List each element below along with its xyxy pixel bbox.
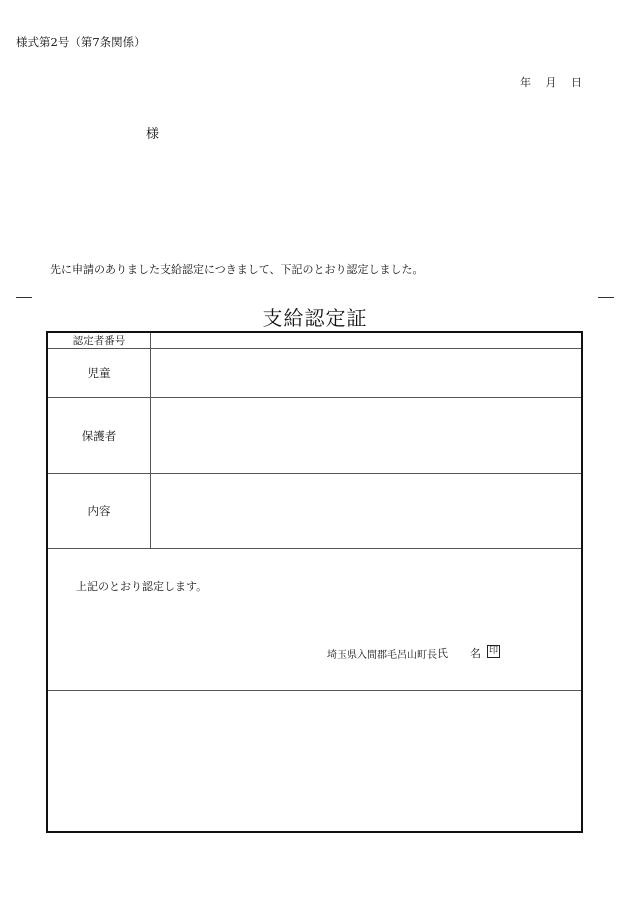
row-guardian xyxy=(48,398,581,474)
remarks-area[interactable] xyxy=(48,691,581,831)
date-line xyxy=(520,74,583,90)
child-field[interactable] xyxy=(151,349,581,397)
approval-text: 上記のとおり認定します。 xyxy=(76,580,208,593)
certificate-title: 支給認定証 xyxy=(262,306,368,330)
certificate-number-label: 認定者番号 xyxy=(48,333,151,348)
name-label-second: 名 xyxy=(470,647,481,660)
intro-text: 先に申請のありました支給認定につきまして、下記のとおり認定しました。 xyxy=(50,263,424,276)
content-field[interactable] xyxy=(151,474,581,548)
row-content xyxy=(48,474,581,549)
name-label xyxy=(437,645,481,661)
addressee-suffix: 様 xyxy=(146,127,160,142)
certificate-table xyxy=(46,331,583,833)
cut-mark-left xyxy=(16,297,32,298)
cut-mark-right xyxy=(598,297,614,298)
date-day-label: 日 xyxy=(571,76,583,89)
approval-section xyxy=(48,549,581,691)
date-year-label: 年 xyxy=(520,76,532,89)
row-certificate-number xyxy=(48,333,581,349)
name-label-first: 氏 xyxy=(437,647,448,660)
child-label: 児童 xyxy=(48,349,151,397)
seal-mark: 印 xyxy=(488,646,498,656)
row-child xyxy=(48,349,581,398)
guardian-field[interactable] xyxy=(151,398,581,473)
issuer-title: 埼玉県入間郡毛呂山町長 xyxy=(327,650,437,661)
guardian-label: 保護者 xyxy=(48,398,151,473)
content-label: 内容 xyxy=(48,474,151,548)
date-month-label: 月 xyxy=(545,76,557,89)
form-number: 様式第2号（第7条関係） xyxy=(16,35,146,49)
certificate-number-field[interactable] xyxy=(151,333,581,348)
